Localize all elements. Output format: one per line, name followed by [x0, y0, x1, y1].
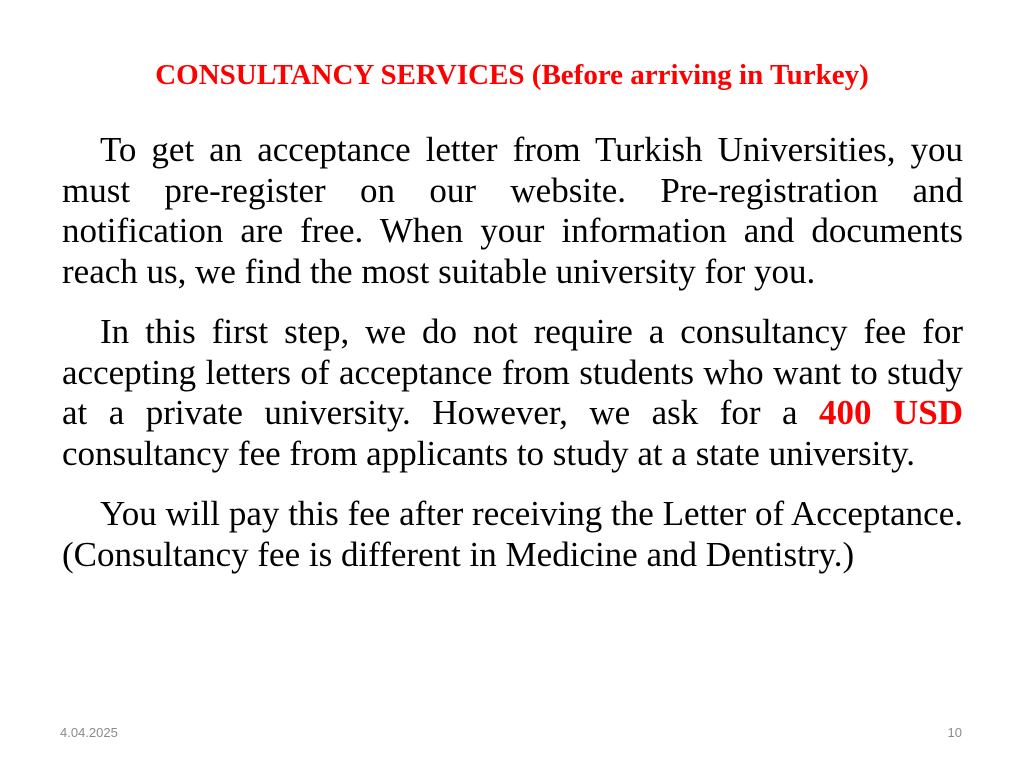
paragraph-preregistration: To get an acceptance letter from Turkish Universities, you must pre-register on our website. Pre-registration and notification are free. When your information and documents reach us, we find the most suitable university for you. — [62, 130, 963, 291]
paragraph-consultancy-fee — [62, 312, 963, 474]
fee-text-after: consultancy fee from applicants to study at a state university. — [62, 433, 916, 473]
slide-title: CONSULTANCY SERVICES (Before arriving in Turkey) — [155, 59, 869, 91]
fee-amount-highlight: 400 USD — [819, 393, 963, 432]
footer-page-number: 10 — [947, 725, 962, 740]
footer-date: 4.04.2025 — [60, 725, 118, 740]
fee-text-before: In this first step, we do not require a consultancy fee for accepting letters of acceptance from students who want to study at a private university. However, we ask for a — [62, 312, 963, 432]
slide-body — [62, 130, 963, 595]
paragraph-payment: You will pay this fee after receiving the Letter of Acceptance. (Consultancy fee is different in Medicine and Dentistry.) — [62, 494, 963, 574]
